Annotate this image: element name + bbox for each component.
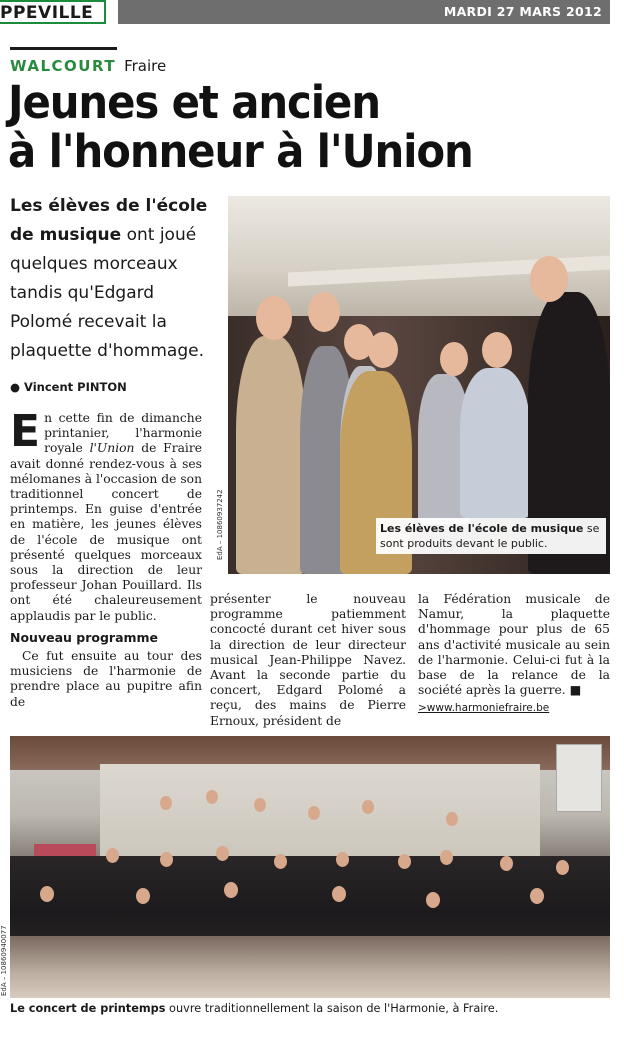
- musician-head: [362, 800, 374, 814]
- musician-head: [274, 854, 287, 869]
- drop-cap: E: [10, 406, 41, 457]
- p1-italic: l'Union: [89, 441, 135, 456]
- musician-head: [426, 892, 440, 908]
- photo1-caption-bold: Les élèves de l'école de musique: [380, 522, 584, 535]
- lead-text: ont joué quelques morceaux tandis qu'Edgard Polomé recevait la plaquette d'hommage.: [10, 225, 204, 361]
- p1-start: n cette fin de dimanche printanier, l'harmonie royale: [44, 411, 202, 456]
- website-link[interactable]: >www.harmoniefraire.be: [418, 702, 550, 715]
- edition-name: PPEVILLE: [0, 3, 94, 23]
- figure-head-2: [308, 292, 340, 332]
- figure-head-1: [256, 296, 292, 340]
- figure-head-4: [368, 332, 398, 368]
- figure-head-6: [482, 332, 512, 368]
- paragraph-1: [10, 406, 202, 624]
- musician-head: [500, 856, 513, 871]
- headline: [8, 78, 575, 176]
- photo2-caption: [10, 1002, 610, 1015]
- photo2-credit: EdA – 10860940077: [0, 925, 8, 996]
- photo1-caption-text: se sont produits devant le public.: [380, 522, 600, 550]
- musician-head: [136, 888, 150, 904]
- issue-date: MARDI 27 MARS 2012: [443, 4, 602, 19]
- subhead: Nouveau programme: [10, 629, 159, 645]
- kicker-town: Fraire: [124, 57, 167, 75]
- musician-head: [160, 852, 173, 867]
- musician-head: [446, 812, 458, 826]
- musician-head: [440, 850, 453, 865]
- paragraph-2-part-1: Ce fut ensuite au tour des musiciens de l'harmonie de prendre place au pupitre afin de: [10, 649, 202, 709]
- musician-head: [254, 798, 266, 812]
- figure-student-6: [460, 368, 530, 518]
- photo2-wall-panel: [556, 744, 602, 812]
- article-lead: [10, 192, 220, 366]
- paragraph-2-part-2: présenter le nouveau programme patiemment concocté durant cet hiver sous la direction de leur directeur musical Jean-Philippe Navez. Avant la seconde partie du concert, Edgard Polomé a reçu, des mains de Pierre Ernoux, président de: [210, 592, 406, 728]
- musician-head: [224, 882, 238, 898]
- figure-head-teacher: [530, 256, 568, 302]
- photo1-caption: [376, 518, 606, 554]
- date-bar: [118, 0, 610, 24]
- musician-head: [336, 852, 349, 867]
- musician-head: [332, 886, 346, 902]
- photo-students: [228, 196, 610, 574]
- musician-head: [106, 848, 119, 863]
- musician-head: [308, 806, 320, 820]
- kicker-rule: [10, 47, 117, 50]
- musician-head: [160, 796, 172, 810]
- musician-head: [40, 886, 54, 902]
- paragraph-2-part-3: la Fédération musicale de Namur, la plaquette d'hommage pour plus de 65 ans d'activité musicale au sein de l'harmonie. Celui-ci fut à la base de la relance de la société après la guerre. ■: [418, 592, 610, 698]
- musician-head: [556, 860, 569, 875]
- musician-head: [530, 888, 544, 904]
- photo1-credit: EdA – 10860937242: [216, 489, 224, 560]
- lead-bold: Les élèves de l'école de musique: [10, 196, 208, 245]
- musician-head: [216, 846, 229, 861]
- figure-student-1: [236, 336, 306, 574]
- byline: ● Vincent PINTON: [10, 380, 127, 394]
- page-header: [0, 0, 610, 24]
- photo2-audience: [10, 936, 610, 998]
- headline-line-2: à l'honneur à l'Union: [8, 125, 473, 178]
- headline-line-1: Jeunes et ancien: [8, 76, 380, 129]
- body-column-1: [10, 406, 202, 710]
- kicker-region: WALCOURT: [10, 57, 117, 75]
- musician-head: [206, 790, 218, 804]
- photo2-caption-bold: Le concert de printemps: [10, 1002, 166, 1015]
- edition-box: [0, 0, 106, 24]
- musician-head: [398, 854, 411, 869]
- figure-head-5: [440, 342, 468, 376]
- kicker: [10, 57, 166, 75]
- photo-concert: [10, 736, 610, 998]
- body-column-3: [418, 592, 610, 717]
- photo2-caption-text: ouvre traditionnellement la saison de l'Harmonie, à Fraire.: [165, 1002, 499, 1015]
- p1-end: de Fraire avait donné rendez-vous à ses mélomanes à l'occasion de son traditionnel concert de printemps. En guise d'entrée en matière, les jeunes élèves de l'école de musique ont présenté quelques morceaux sous la direction de leur professeur Johan Pouillard. Ils ont été chaleureusement applaudis par le public.: [10, 441, 202, 623]
- body-column-2: [210, 592, 406, 729]
